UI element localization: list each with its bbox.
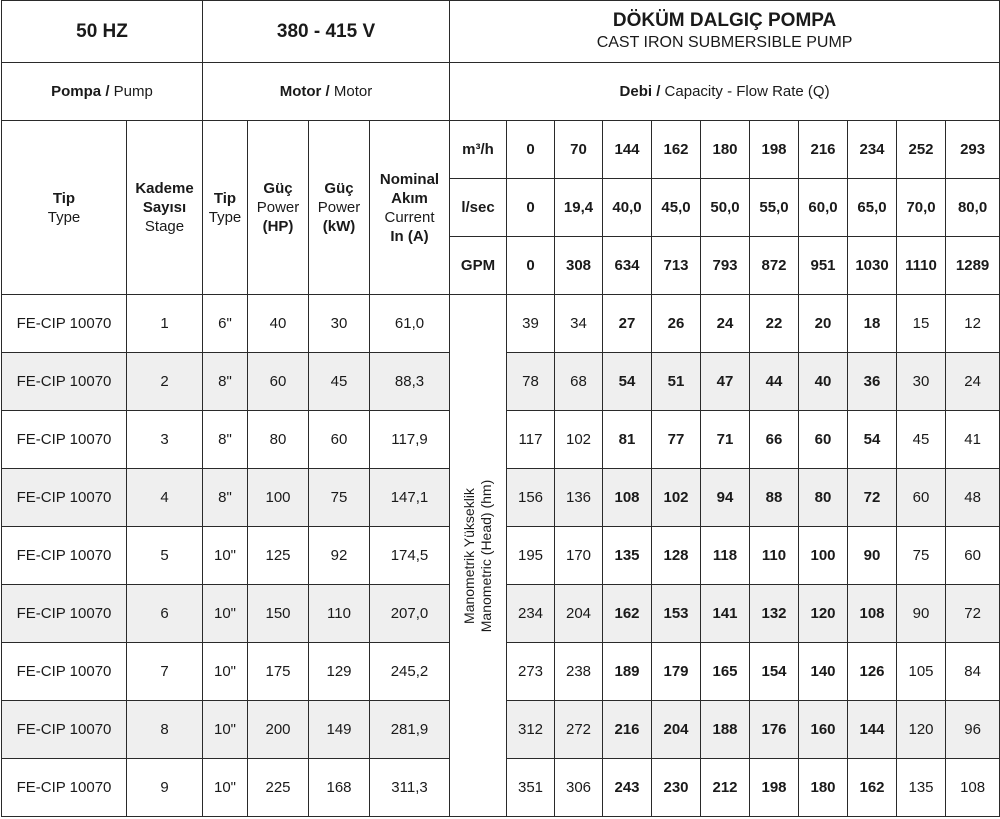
head-cell: 66 [750,411,799,469]
flow-value: 60,0 [799,179,848,237]
head-cell: 54 [603,353,652,411]
model-cell: FE-CIP 10070 [2,469,127,527]
section-motor-tr: Motor / [279,83,330,100]
motor-type-cell: 8" [203,411,248,469]
motor-type-cell: 10" [203,585,248,643]
head-cell: 36 [848,353,897,411]
stage-cell: 4 [127,469,203,527]
head-cell: 39 [507,295,555,353]
current-cell: 281,9 [370,701,450,759]
head-cell: 120 [799,585,848,643]
col-tip-tr: Tip [52,189,76,207]
model-cell: FE-CIP 10070 [2,585,127,643]
power-kw-cell: 60 [309,411,370,469]
flow-value: 70 [555,121,603,179]
flow-value: 50,0 [701,179,750,237]
head-cell: 118 [701,527,750,585]
head-cell: 135 [897,759,946,817]
head-axis-text [461,479,495,631]
head-cell: 15 [897,295,946,353]
stage-cell: 2 [127,353,203,411]
head-cell: 272 [555,701,603,759]
current-cell: 174,5 [370,527,450,585]
model-cell: FE-CIP 10070 [2,295,127,353]
head-cell: 71 [701,411,750,469]
head-cell: 34 [555,295,603,353]
head-cell: 170 [555,527,603,585]
head-cell: 45 [897,411,946,469]
head-cell: 96 [946,701,1000,759]
flow-value: 0 [507,237,555,295]
head-cell: 160 [799,701,848,759]
head-cell: 108 [603,469,652,527]
head-cell: 110 [750,527,799,585]
head-cell: 108 [848,585,897,643]
current-cell: 61,0 [370,295,450,353]
head-cell: 47 [701,353,750,411]
model-cell: FE-CIP 10070 [2,759,127,817]
head-cell: 180 [799,759,848,817]
head-cell: 351 [507,759,555,817]
head-cell: 105 [897,643,946,701]
col-kw-unit: (kW) [322,218,356,235]
model-cell: FE-CIP 10070 [2,527,127,585]
unit-m3h: m³/h [450,121,507,179]
head-label-tr: Manometrik Yükseklik [461,487,477,624]
head-cell: 162 [603,585,652,643]
header-row [2,1,1000,63]
power-kw-cell: 30 [309,295,370,353]
flow-value: 1030 [848,237,897,295]
col-stage-tr2: Sayısı [142,199,187,216]
power-hp-cell: 175 [248,643,309,701]
head-cell: 40 [799,353,848,411]
head-cell: 162 [848,759,897,817]
col-hp-tr: Güç [263,180,293,197]
head-cell: 117 [507,411,555,469]
col-kw-tr: Güç [324,180,354,197]
motor-type-cell: 8" [203,469,248,527]
model-cell: FE-CIP 10070 [2,353,127,411]
head-label-en: Manometric (Head) (hm) [478,479,494,632]
flow-value: 70,0 [897,179,946,237]
flow-value: 80,0 [946,179,1000,237]
head-cell: 81 [603,411,652,469]
motor-type-cell: 8" [203,353,248,411]
col-hp-unit: (HP) [262,218,294,235]
head-cell: 204 [652,701,701,759]
model-cell: FE-CIP 10070 [2,701,127,759]
head-cell: 24 [701,295,750,353]
col-stage-tr1: Kademe [135,180,194,197]
head-cell: 165 [701,643,750,701]
head-cell: 230 [652,759,701,817]
power-hp-cell: 150 [248,585,309,643]
col-current-tr1: Nominal [379,170,440,188]
flow-value: 162 [652,121,701,179]
flow-value: 198 [750,121,799,179]
head-cell: 234 [507,585,555,643]
head-cell: 153 [652,585,701,643]
section-pump [2,63,203,121]
current-cell: 311,3 [370,759,450,817]
head-cell: 60 [946,527,1000,585]
head-cell: 141 [701,585,750,643]
flow-value: 45,0 [652,179,701,237]
head-cell: 306 [555,759,603,817]
section-pump-tr: Pompa / [51,83,110,100]
col-stage-en: Stage [144,218,185,235]
head-cell: 102 [652,469,701,527]
flow-value: 1110 [897,237,946,295]
power-hp-cell: 60 [248,353,309,411]
unit-gpm: GPM [450,237,507,295]
flow-value: 713 [652,237,701,295]
model-cell: FE-CIP 10070 [2,643,127,701]
head-cell: 77 [652,411,701,469]
stage-cell: 3 [127,411,203,469]
head-cell: 273 [507,643,555,701]
head-cell: 154 [750,643,799,701]
frequency-label: 50 HZ [2,1,203,63]
flow-value: 234 [848,121,897,179]
title-turkish: DÖKÜM DALGIÇ POMPA [612,9,837,31]
current-cell: 245,2 [370,643,450,701]
col-tip [2,121,127,295]
head-cell: 238 [555,643,603,701]
head-cell: 189 [603,643,652,701]
head-cell: 60 [799,411,848,469]
section-row [2,63,1000,121]
power-kw-cell: 168 [309,759,370,817]
head-cell: 243 [603,759,652,817]
motor-type-cell: 10" [203,701,248,759]
head-cell: 72 [946,585,1000,643]
stage-cell: 8 [127,701,203,759]
head-cell: 102 [555,411,603,469]
head-cell: 44 [750,353,799,411]
section-flow [450,63,1000,121]
flow-value: 55,0 [750,179,799,237]
head-cell: 30 [897,353,946,411]
power-kw-cell: 75 [309,469,370,527]
head-cell: 22 [750,295,799,353]
section-pump-en: Pump [109,83,153,100]
col-tip-en: Type [47,208,81,226]
flow-value: 144 [603,121,652,179]
flow-row-m3h [2,121,1000,179]
flow-value: 951 [799,237,848,295]
flow-value: 216 [799,121,848,179]
flow-value: 0 [507,179,555,237]
head-cell: 195 [507,527,555,585]
flow-value: 1289 [946,237,1000,295]
col-current-tr2: Akım [391,189,428,207]
power-kw-cell: 129 [309,643,370,701]
head-cell: 135 [603,527,652,585]
col-current [370,121,450,295]
head-cell: 176 [750,701,799,759]
head-cell: 128 [652,527,701,585]
head-cell: 27 [603,295,652,353]
head-cell: 156 [507,469,555,527]
head-axis-label [450,295,507,817]
motor-type-cell: 6" [203,295,248,353]
flow-value: 252 [897,121,946,179]
head-cell: 136 [555,469,603,527]
head-cell: 54 [848,411,897,469]
flow-value: 308 [555,237,603,295]
head-cell: 90 [848,527,897,585]
flow-value: 40,0 [603,179,652,237]
flow-value: 19,4 [555,179,603,237]
col-power-kw [309,121,370,295]
voltage-label: 380 - 415 V [203,1,450,63]
head-cell: 120 [897,701,946,759]
head-cell: 140 [799,643,848,701]
power-hp-cell: 125 [248,527,309,585]
pump-performance-table [1,0,1000,817]
power-hp-cell: 40 [248,295,309,353]
power-hp-cell: 80 [248,411,309,469]
table-row [2,295,1000,353]
section-motor [203,63,450,121]
power-hp-cell: 225 [248,759,309,817]
model-cell: FE-CIP 10070 [2,411,127,469]
col-power-hp [248,121,309,295]
head-cell: 100 [799,527,848,585]
head-cell: 78 [507,353,555,411]
head-cell: 198 [750,759,799,817]
power-kw-cell: 45 [309,353,370,411]
stage-cell: 1 [127,295,203,353]
flow-value: 872 [750,237,799,295]
power-hp-cell: 100 [248,469,309,527]
head-cell: 41 [946,411,1000,469]
current-cell: 88,3 [370,353,450,411]
head-cell: 68 [555,353,603,411]
col-motor-type [203,121,248,295]
product-title [450,1,1000,63]
motor-type-cell: 10" [203,527,248,585]
head-cell: 212 [701,759,750,817]
flow-value: 65,0 [848,179,897,237]
head-cell: 144 [848,701,897,759]
flow-value: 0 [507,121,555,179]
head-cell: 126 [848,643,897,701]
stage-cell: 7 [127,643,203,701]
motor-type-cell: 10" [203,759,248,817]
head-cell: 20 [799,295,848,353]
head-cell: 26 [652,295,701,353]
head-cell: 80 [799,469,848,527]
head-cell: 12 [946,295,1000,353]
head-cell: 51 [652,353,701,411]
flow-value: 293 [946,121,1000,179]
col-stage [127,121,203,295]
current-cell: 147,1 [370,469,450,527]
section-flow-tr: Debi / [619,83,661,100]
head-cell: 24 [946,353,1000,411]
head-cell: 18 [848,295,897,353]
stage-cell: 9 [127,759,203,817]
col-motor-type-en: Type [208,208,242,226]
head-cell: 179 [652,643,701,701]
head-cell: 88 [750,469,799,527]
flow-value: 793 [701,237,750,295]
current-cell: 207,0 [370,585,450,643]
section-motor-en: Motor [329,83,373,100]
head-cell: 48 [946,469,1000,527]
head-cell: 75 [897,527,946,585]
head-cell: 72 [848,469,897,527]
head-cell: 108 [946,759,1000,817]
head-cell: 84 [946,643,1000,701]
flow-value: 634 [603,237,652,295]
title-english: CAST IRON SUBMERSIBLE PUMP [596,33,853,51]
flow-value: 180 [701,121,750,179]
col-current-unit: In (A) [390,227,429,245]
head-cell: 132 [750,585,799,643]
power-kw-cell: 92 [309,527,370,585]
head-cell: 204 [555,585,603,643]
col-hp-en: Power [256,199,300,216]
col-current-en: Current [384,208,435,226]
stage-cell: 6 [127,585,203,643]
unit-lsec: l/sec [450,179,507,237]
motor-type-cell: 10" [203,643,248,701]
head-cell: 60 [897,469,946,527]
section-flow-en: Capacity - Flow Rate (Q) [660,83,830,100]
col-kw-en: Power [317,199,361,216]
stage-cell: 5 [127,527,203,585]
head-cell: 90 [897,585,946,643]
head-cell: 94 [701,469,750,527]
head-cell: 188 [701,701,750,759]
power-hp-cell: 200 [248,701,309,759]
power-kw-cell: 149 [309,701,370,759]
head-cell: 312 [507,701,555,759]
head-cell: 216 [603,701,652,759]
current-cell: 117,9 [370,411,450,469]
col-motor-type-tr: Tip [213,189,237,207]
power-kw-cell: 110 [309,585,370,643]
